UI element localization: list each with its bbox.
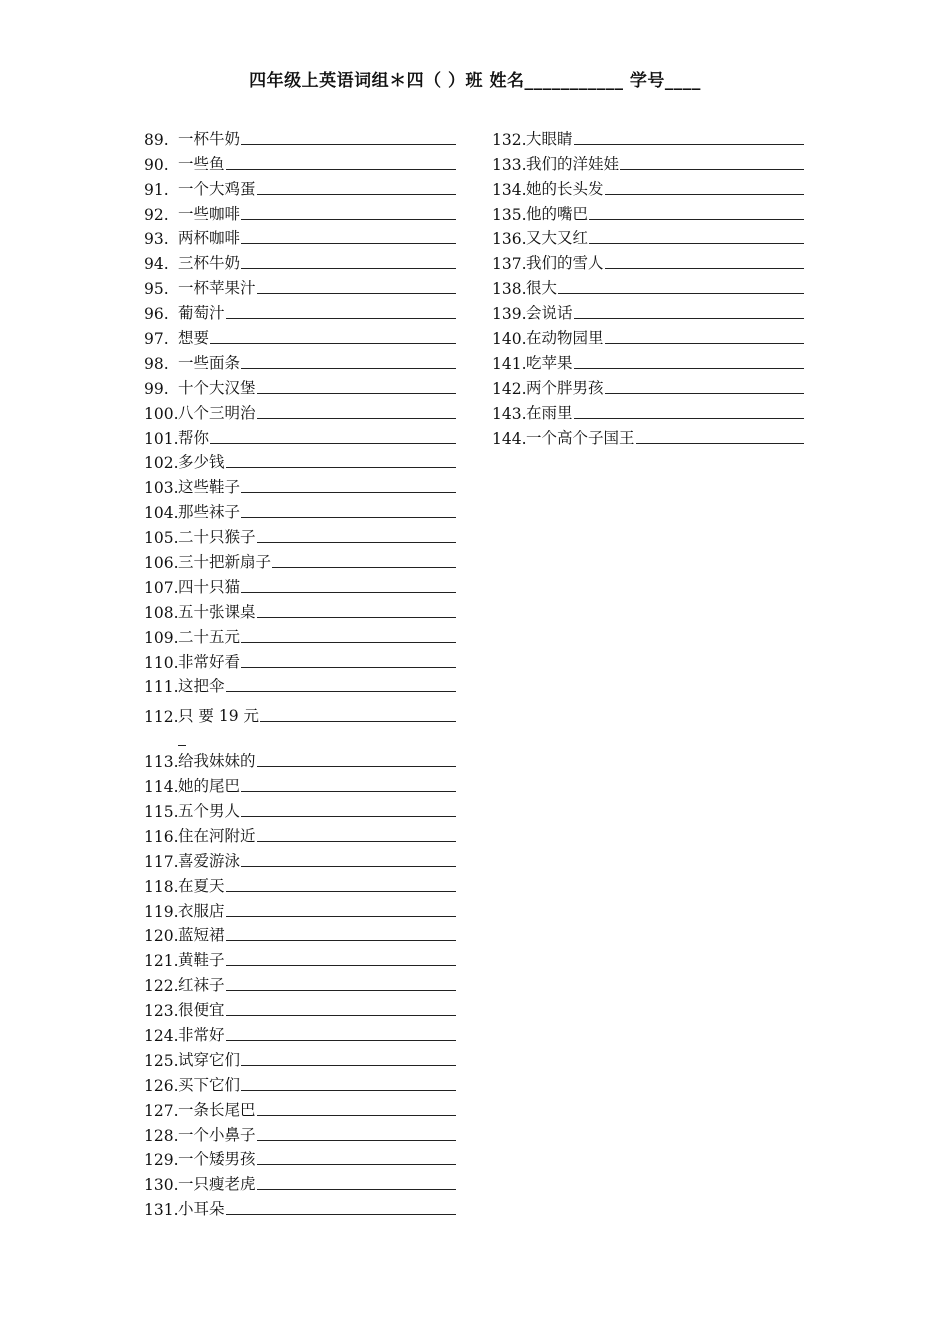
answer-blank[interactable] — [226, 964, 456, 966]
item-number: 108. — [144, 603, 179, 622]
item-number: 116. — [144, 827, 179, 846]
answer-blank[interactable] — [226, 1213, 456, 1215]
answer-blank[interactable] — [241, 790, 456, 792]
list-item — [144, 124, 456, 149]
answer-blank[interactable] — [241, 267, 456, 269]
list-item — [144, 1120, 456, 1145]
answer-blank[interactable] — [241, 1089, 456, 1091]
answer-blank[interactable] — [226, 466, 456, 468]
item-phrase: 在雨里 — [526, 403, 573, 422]
item-number: 138. — [492, 280, 527, 299]
list-item — [144, 248, 456, 273]
answer-blank[interactable] — [257, 392, 456, 394]
item-number: 130. — [144, 1176, 179, 1195]
item-phrase: 多少钱 — [178, 453, 225, 472]
item-phrase: 只 要 19 元 — [178, 707, 260, 726]
item-number: 104. — [144, 504, 179, 523]
list-item — [144, 323, 456, 348]
item-phrase: 在夏天 — [178, 876, 225, 895]
item-phrase: 非常好看 — [178, 652, 241, 671]
item-phrase: 葡萄汁 — [178, 304, 225, 323]
answer-blank[interactable] — [226, 1014, 456, 1016]
list-item — [144, 746, 456, 771]
item-phrase: 那些袜子 — [178, 503, 241, 522]
list-item — [144, 871, 456, 896]
item-phrase: 一杯苹果汁 — [178, 279, 256, 298]
item-phrase: 他的嘴巴 — [526, 204, 589, 223]
item-phrase: 四十只猫 — [178, 577, 241, 596]
list-item — [144, 149, 456, 174]
list-item — [144, 672, 456, 697]
item-number: 129. — [144, 1151, 179, 1170]
item-phrase: 会说话 — [526, 304, 573, 323]
answer-blank[interactable] — [574, 317, 804, 319]
answer-blank[interactable] — [226, 890, 456, 892]
list-item — [144, 572, 456, 597]
answer-blank[interactable] — [226, 915, 456, 917]
answer-blank[interactable] — [241, 1064, 456, 1066]
list-item — [144, 273, 456, 298]
list-item — [144, 647, 456, 672]
item-phrase: 在动物园里 — [526, 329, 604, 348]
answer-blank[interactable] — [241, 641, 456, 643]
item-number: 133. — [492, 155, 527, 174]
item-number: 97. — [144, 330, 169, 349]
list-item — [144, 1095, 456, 1120]
right-column — [492, 124, 804, 448]
list-item — [144, 1045, 456, 1070]
answer-blank[interactable] — [210, 442, 456, 444]
item-phrase: 蓝短裙 — [178, 926, 225, 945]
item-phrase: 小耳朵 — [178, 1200, 225, 1219]
item-number: 107. — [144, 578, 179, 597]
item-phrase: 两个胖男孩 — [526, 378, 604, 397]
item-number: 136. — [492, 230, 527, 249]
item-number: 124. — [144, 1026, 179, 1045]
list-item — [144, 821, 456, 846]
item-phrase: 十个大汉堡 — [178, 378, 256, 397]
answer-blank[interactable] — [226, 168, 456, 170]
item-phrase: 红袜子 — [178, 976, 225, 995]
list-item — [144, 796, 456, 821]
list-item — [144, 348, 456, 373]
item-phrase: 三十把新扇子 — [178, 553, 272, 572]
answer-blank[interactable] — [241, 666, 456, 668]
list-item — [492, 273, 804, 298]
list-item — [492, 373, 804, 398]
item-phrase: 非常好 — [178, 1025, 225, 1044]
answer-blank[interactable] — [257, 292, 456, 294]
list-item — [492, 298, 804, 323]
item-phrase: 一个小鼻子 — [178, 1125, 256, 1144]
item-phrase: 帮你 — [178, 428, 210, 447]
item-phrase: 一个大鸡蛋 — [178, 179, 256, 198]
item-phrase: 衣服店 — [178, 901, 225, 920]
list-item — [144, 522, 456, 547]
item-phrase: 住在河附近 — [178, 826, 256, 845]
answer-blank[interactable] — [605, 267, 804, 269]
answer-blank[interactable] — [605, 193, 804, 195]
answer-blank-continuation[interactable] — [178, 731, 186, 746]
item-phrase: 八个三明治 — [178, 403, 256, 422]
item-number: 121. — [144, 952, 179, 971]
item-phrase: 二十五元 — [178, 627, 241, 646]
item-phrase: 二十只猴子 — [178, 528, 256, 547]
item-number: 96. — [144, 305, 169, 324]
item-number: 141. — [492, 354, 527, 373]
item-phrase: 一杯牛奶 — [178, 129, 241, 148]
list-item — [144, 472, 456, 497]
item-number: 94. — [144, 255, 169, 274]
answer-blank[interactable] — [605, 392, 804, 394]
item-number: 109. — [144, 628, 179, 647]
answer-blank[interactable] — [241, 815, 456, 817]
list-item — [144, 423, 456, 448]
answer-blank[interactable] — [241, 367, 456, 369]
item-phrase: 一条长尾巴 — [178, 1100, 256, 1119]
item-number: 92. — [144, 205, 169, 224]
answer-blank[interactable] — [241, 865, 456, 867]
item-number: 122. — [144, 977, 179, 996]
answer-blank[interactable] — [257, 1188, 456, 1190]
item-phrase: 五十张课桌 — [178, 602, 256, 621]
item-number: 89. — [144, 130, 169, 149]
list-item — [492, 199, 804, 224]
item-phrase: 一个矮男孩 — [178, 1150, 256, 1169]
answer-blank[interactable] — [260, 720, 456, 722]
item-number: 128. — [144, 1126, 179, 1145]
answer-blank[interactable] — [226, 989, 456, 991]
list-item — [144, 771, 456, 796]
item-phrase: 一些咖啡 — [178, 204, 241, 223]
list-item — [144, 224, 456, 249]
item-number: 95. — [144, 280, 169, 299]
answer-blank[interactable] — [241, 516, 456, 518]
list-item — [144, 174, 456, 199]
item-number: 139. — [492, 305, 527, 324]
answer-blank[interactable] — [620, 168, 804, 170]
answer-blank[interactable] — [257, 765, 456, 767]
item-phrase: 大眼睛 — [526, 129, 573, 148]
item-number: 102. — [144, 454, 179, 473]
item-number: 137. — [492, 255, 527, 274]
item-phrase: 这些鞋子 — [178, 478, 241, 497]
item-phrase: 买下它们 — [178, 1075, 241, 1094]
answer-blank[interactable] — [257, 1163, 456, 1165]
answer-blank[interactable] — [241, 218, 456, 220]
item-phrase: 她的尾巴 — [178, 777, 241, 796]
item-number: 106. — [144, 554, 179, 573]
answer-blank[interactable] — [272, 566, 456, 568]
item-number: 135. — [492, 205, 527, 224]
item-phrase: 又大又红 — [526, 229, 589, 248]
item-phrase: 想要 — [178, 329, 210, 348]
answer-blank[interactable] — [558, 292, 804, 294]
item-number: 114. — [144, 778, 179, 797]
item-number: 119. — [144, 902, 179, 921]
list-item — [144, 945, 456, 970]
list-item — [492, 398, 804, 423]
answer-blank[interactable] — [636, 442, 804, 444]
item-number: 103. — [144, 479, 179, 498]
answer-blank[interactable] — [589, 218, 804, 220]
answer-blank[interactable] — [257, 616, 456, 618]
item-phrase: 黄鞋子 — [178, 951, 225, 970]
item-phrase: 一些面条 — [178, 353, 241, 372]
answer-blank[interactable] — [257, 417, 456, 419]
list-item — [492, 149, 804, 174]
item-phrase: 我们的洋娃娃 — [526, 154, 620, 173]
item-phrase: 五个男人 — [178, 801, 241, 820]
item-number: 111. — [144, 678, 179, 697]
item-number: 131. — [144, 1201, 179, 1220]
item-phrase: 她的长头发 — [526, 179, 604, 198]
answer-blank[interactable] — [257, 541, 456, 543]
item-phrase: 我们的雪人 — [526, 254, 604, 273]
list-item — [144, 298, 456, 323]
answer-blank[interactable] — [589, 242, 804, 244]
item-phrase: 试穿它们 — [178, 1050, 241, 1069]
item-number: 90. — [144, 155, 169, 174]
item-number: 140. — [492, 330, 527, 349]
item-phrase: 一个高个子国王 — [526, 428, 635, 447]
item-number: 115. — [144, 802, 179, 821]
list-item — [144, 1169, 456, 1194]
item-number: 99. — [144, 379, 169, 398]
item-phrase: 很大 — [526, 279, 558, 298]
item-number: 91. — [144, 180, 169, 199]
answer-blank[interactable] — [241, 591, 456, 593]
item-number: 98. — [144, 354, 169, 373]
answer-blank[interactable] — [241, 491, 456, 493]
item-number: 134. — [492, 180, 527, 199]
list-item — [492, 174, 804, 199]
answer-blank[interactable] — [226, 317, 456, 319]
item-number: 93. — [144, 230, 169, 249]
list-item — [144, 373, 456, 398]
item-number: 120. — [144, 927, 179, 946]
list-item — [144, 696, 456, 746]
answer-blank[interactable] — [226, 1039, 456, 1041]
item-number: 105. — [144, 529, 179, 548]
list-item — [492, 248, 804, 273]
item-phrase: 吃苹果 — [526, 353, 573, 372]
list-item — [492, 423, 804, 448]
answer-blank[interactable] — [574, 417, 804, 419]
item-number: 143. — [492, 404, 527, 423]
item-phrase: 很便宜 — [178, 1001, 225, 1020]
answer-blank[interactable] — [226, 690, 456, 692]
item-number: 126. — [144, 1076, 179, 1095]
list-item — [144, 995, 456, 1020]
item-number: 142. — [492, 379, 527, 398]
list-item — [144, 622, 456, 647]
list-item — [144, 1070, 456, 1095]
item-number: 100. — [144, 404, 179, 423]
item-phrase: 一些鱼 — [178, 154, 225, 173]
item-phrase: 这把伞 — [178, 677, 225, 696]
item-number: 132. — [492, 130, 527, 149]
list-item — [144, 921, 456, 946]
item-number: 127. — [144, 1101, 179, 1120]
answer-blank[interactable] — [257, 840, 456, 842]
item-number: 117. — [144, 852, 179, 871]
list-item — [144, 398, 456, 423]
item-number: 101. — [144, 429, 179, 448]
list-item — [144, 970, 456, 995]
item-phrase: 给我妹妹的 — [178, 752, 256, 771]
answer-blank[interactable] — [241, 143, 456, 145]
answer-blank[interactable] — [257, 1139, 456, 1141]
item-number: 118. — [144, 877, 179, 896]
left-column — [144, 124, 456, 1219]
item-phrase: 喜爱游泳 — [178, 851, 241, 870]
list-item — [492, 323, 804, 348]
list-item — [144, 846, 456, 871]
list-item — [144, 497, 456, 522]
item-number: 144. — [492, 429, 527, 448]
list-item — [492, 224, 804, 249]
list-item — [144, 896, 456, 921]
list-item — [492, 348, 804, 373]
answer-blank[interactable] — [226, 939, 456, 941]
answer-blank[interactable] — [210, 342, 456, 344]
item-phrase: 一只瘦老虎 — [178, 1175, 256, 1194]
list-item — [144, 1145, 456, 1170]
list-item — [144, 448, 456, 473]
list-item — [144, 1194, 456, 1219]
list-item — [492, 124, 804, 149]
answer-blank[interactable] — [574, 143, 804, 145]
item-phrase: 三杯牛奶 — [178, 254, 241, 273]
list-item — [144, 547, 456, 572]
page-title: 四年级上英语词组＊四（ ）班 姓名___________ 学号____ — [249, 71, 701, 91]
answer-blank[interactable] — [574, 367, 804, 369]
item-number: 125. — [144, 1051, 179, 1070]
item-number: 110. — [144, 653, 179, 672]
item-number: 123. — [144, 1002, 179, 1021]
list-item — [144, 199, 456, 224]
item-number: 112. — [144, 708, 179, 727]
answer-blank[interactable] — [605, 342, 804, 344]
answer-blank[interactable] — [257, 1114, 456, 1116]
list-item — [144, 597, 456, 622]
item-phrase: 两杯咖啡 — [178, 229, 241, 248]
answer-blank[interactable] — [257, 193, 456, 195]
list-item — [144, 1020, 456, 1045]
answer-blank[interactable] — [241, 242, 456, 244]
item-number: 113. — [144, 753, 179, 772]
